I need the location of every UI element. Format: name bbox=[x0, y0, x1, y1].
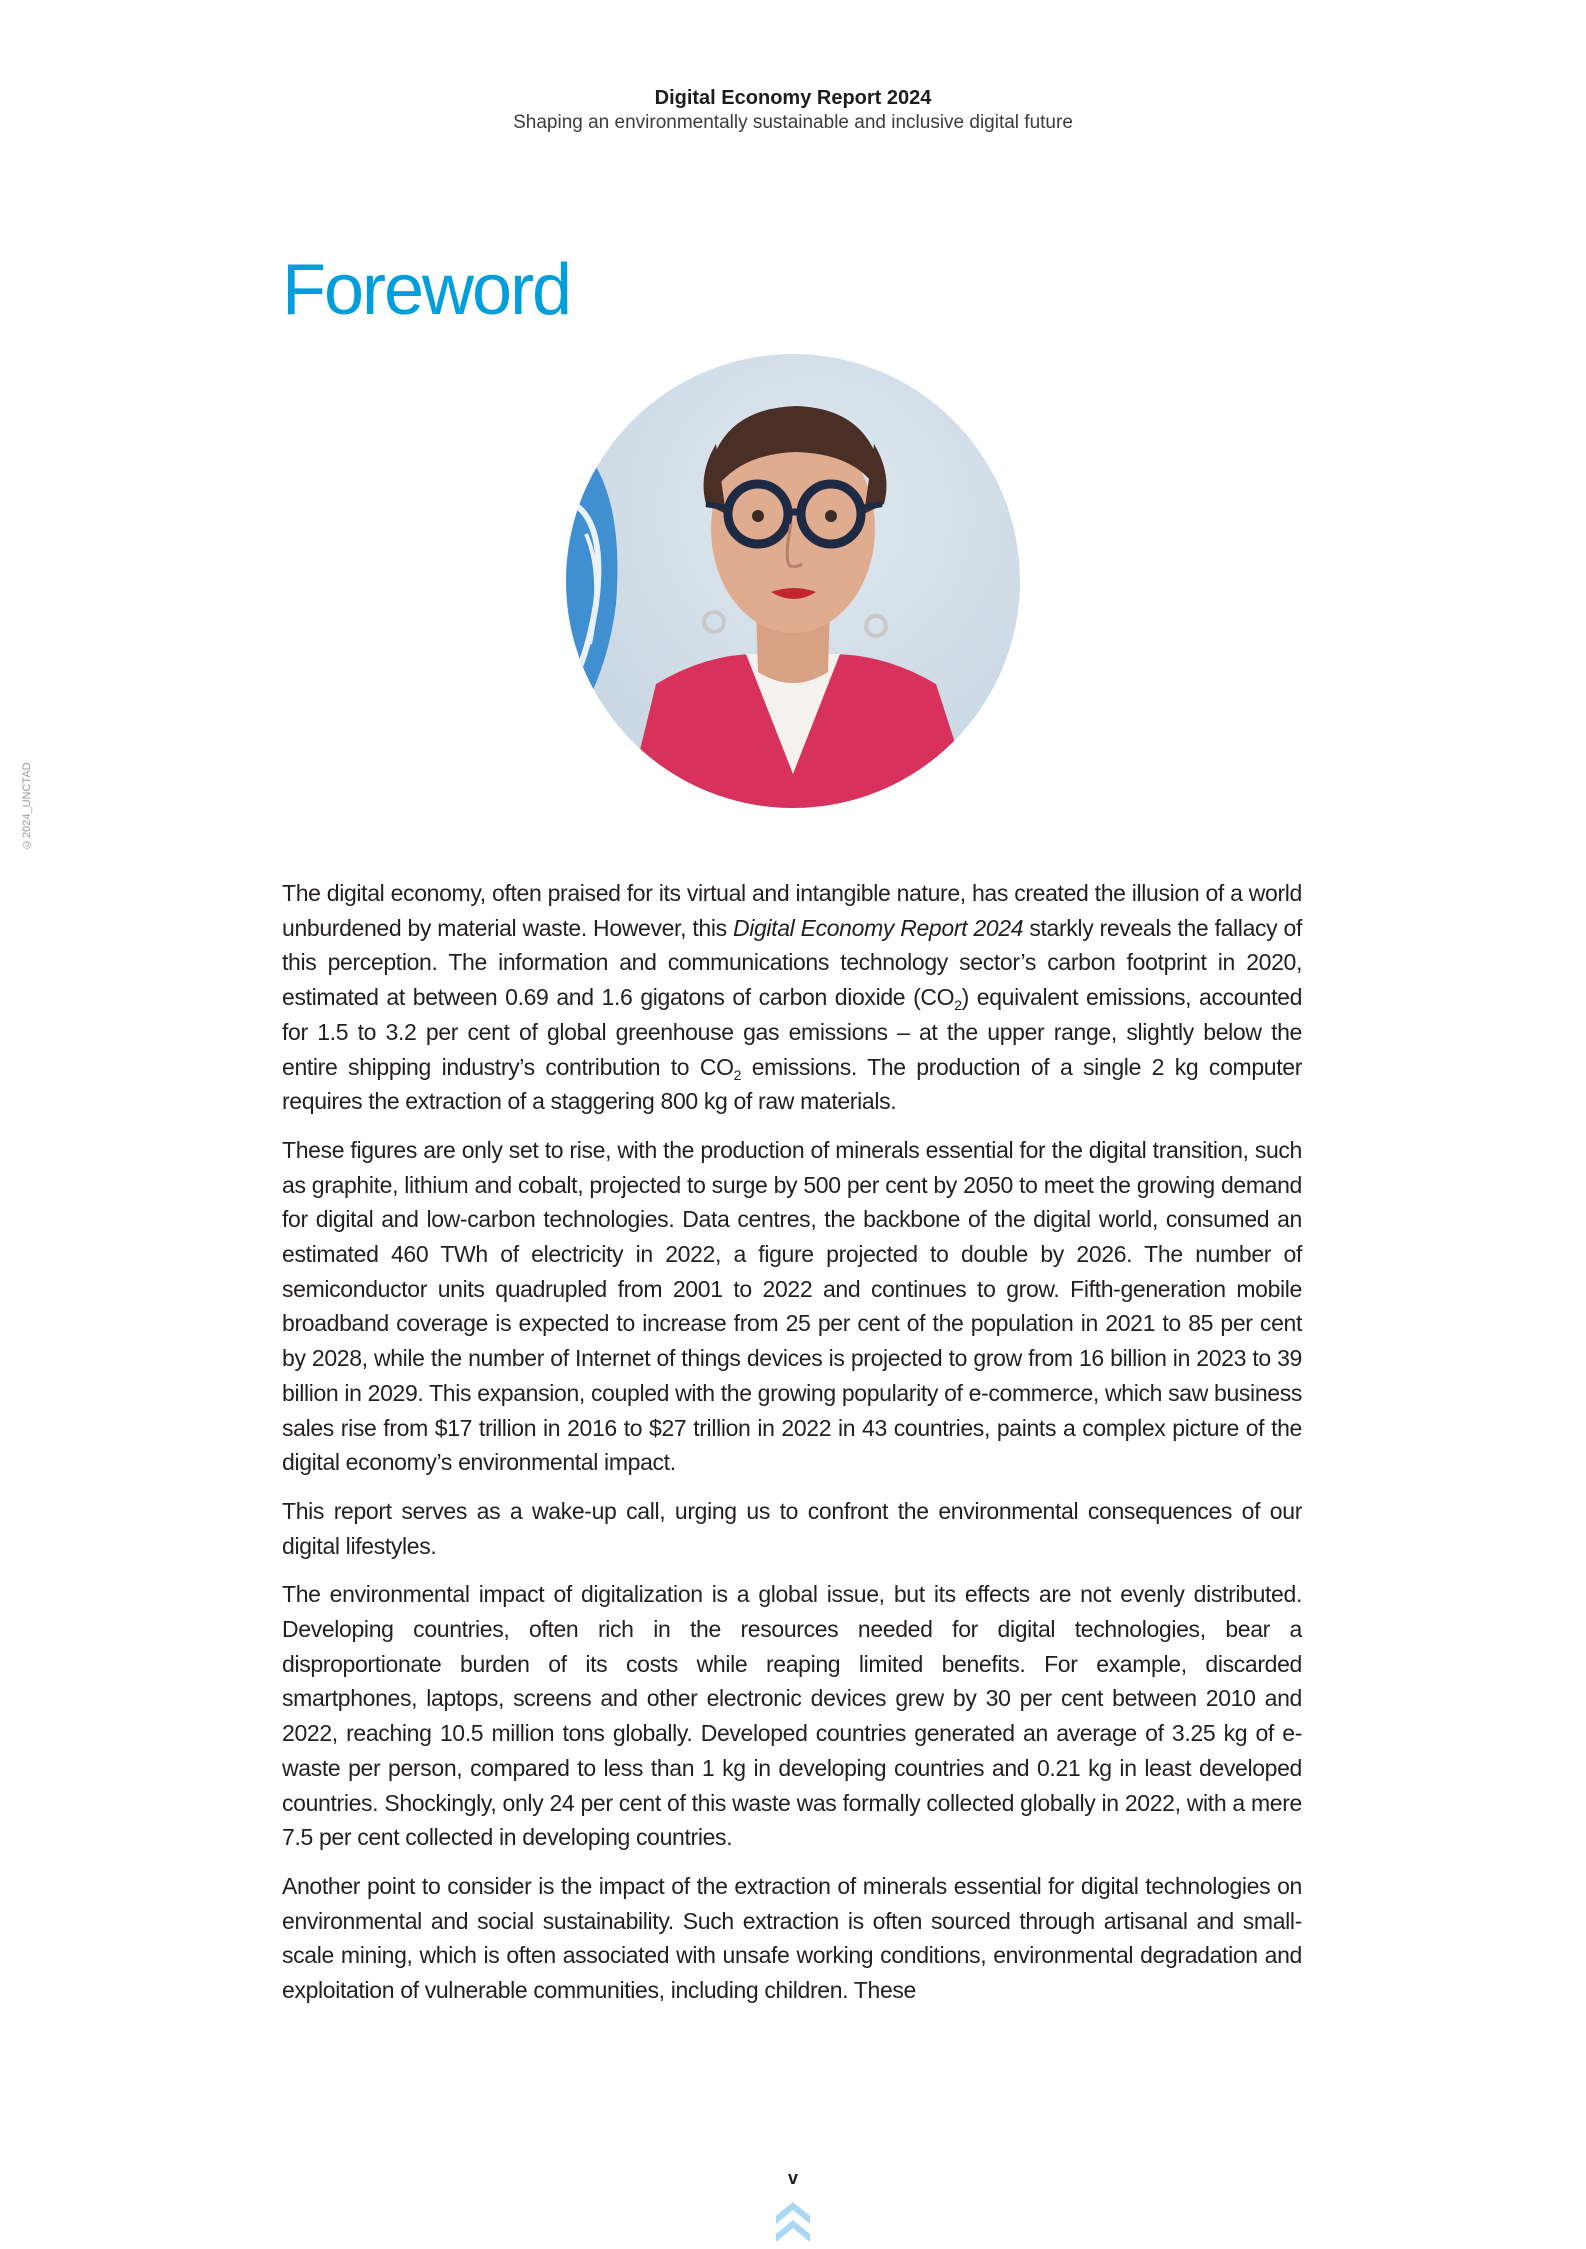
copyright-notice: ©2024_UNCTAD bbox=[21, 762, 33, 850]
subscript: 2 bbox=[733, 1066, 742, 1083]
report-name-italic: Digital Economy Report 2024 bbox=[732, 914, 1024, 941]
report-title: Digital Economy Report 2024 bbox=[654, 87, 932, 109]
paragraph-1-text-b: starkly reveals the fallacy of this perception. The information and communications technology sector’s carbon footprint in 2020, estimated at between 0.69 and 1.6 gigatons of carbon dioxide (CO bbox=[282, 914, 1302, 1011]
report-subtitle: Shaping an environmentally sustainable and inclusive digital future bbox=[513, 112, 1073, 133]
body-text bbox=[282, 876, 1302, 2022]
paragraph-1 bbox=[282, 876, 1302, 1119]
section-title: Foreword bbox=[282, 250, 571, 330]
paragraph-1-text-c: ) equivalent emissions, accounted for 1.5 to 3.2 per cent of global greenhouse gas emissions – at the upper range, slightly below the entire shipping industry’s contribution to CO bbox=[282, 984, 1303, 1080]
paragraph-4: The environmental impact of digitalization is a global issue, but its effects are not evenly distributed. Developing countries, often rich in the resources needed for digital technologies, bear a disproportionate burden of its costs while reaping limited benefits. For example, discarded smartphones, laptops, screens and other electronic devices grew by 30 per cent between 2010 and 2022, reaching 10.5 million tons globally. Developed countries generated an average of 3.25 kg of e-waste per person, compared to less than 1 kg in developing countries and 0.21 kg in least developed countries. Shockingly, only 24 per cent of this waste was formally collected globally in 2022, with a mere 7.5 per cent collected in developing countries. bbox=[282, 1581, 1302, 1851]
paragraph-1-text-d: emissions. The production of a single 2 kg computer requires the extraction of a staggering 800 kg of raw materials. bbox=[282, 1053, 1302, 1115]
page-header bbox=[0, 86, 1586, 136]
paragraph-3: This report serves as a wake-up call, urging us to confront the environmental consequences of our digital lifestyles. bbox=[282, 1497, 1302, 1559]
portrait-photo bbox=[566, 354, 1020, 808]
subscript: 2 bbox=[954, 997, 962, 1014]
paragraph-2: These figures are only set to rise, with the production of minerals essential for the digital transition, such as graphite, lithium and cobalt, projected to surge by 500 per cent by 2050 to meet the growing demand for digital and low-carbon technologies. Data centres, the backbone of the digital world, consumed an estimated 460 TWh of electricity in 2022, a figure projected to double by 2026. The number of semiconductor units quadrupled from 2001 to 2022 and continues to grow. Fifth-generation mobile broadband coverage is expected to increase from 25 per cent of the population in 2021 to 85 per cent by 2028, while the number of Internet of things devices is projected to grow from 16 billion in 2023 to 39 billion in 2029. This expansion, coupled with the growing popularity of e-commerce, which saw business sales rise from $17 trillion in 2016 to $27 trillion in 2022 in 43 countries, paints a complex picture of the digital economy’s environmental impact. bbox=[282, 1136, 1302, 1476]
paragraph-5: Another point to consider is the impact of the extraction of minerals essential for digital technologies on environmental and social sustainability. Such extraction is often sourced through artisanal and small-scale mining, which is often associated with unsafe working conditions, environmental degradation and exploitation of vulnerable communities, including children. These bbox=[282, 1872, 1302, 2004]
paragraph-1-text-a: The digital economy, often praised for its virtual and intangible nature, has created the illusion of a world unburdened by material waste. However, this bbox=[282, 880, 1302, 941]
page-number: v bbox=[787, 2168, 798, 2188]
chevron-up-icon[interactable] bbox=[774, 2196, 812, 2244]
